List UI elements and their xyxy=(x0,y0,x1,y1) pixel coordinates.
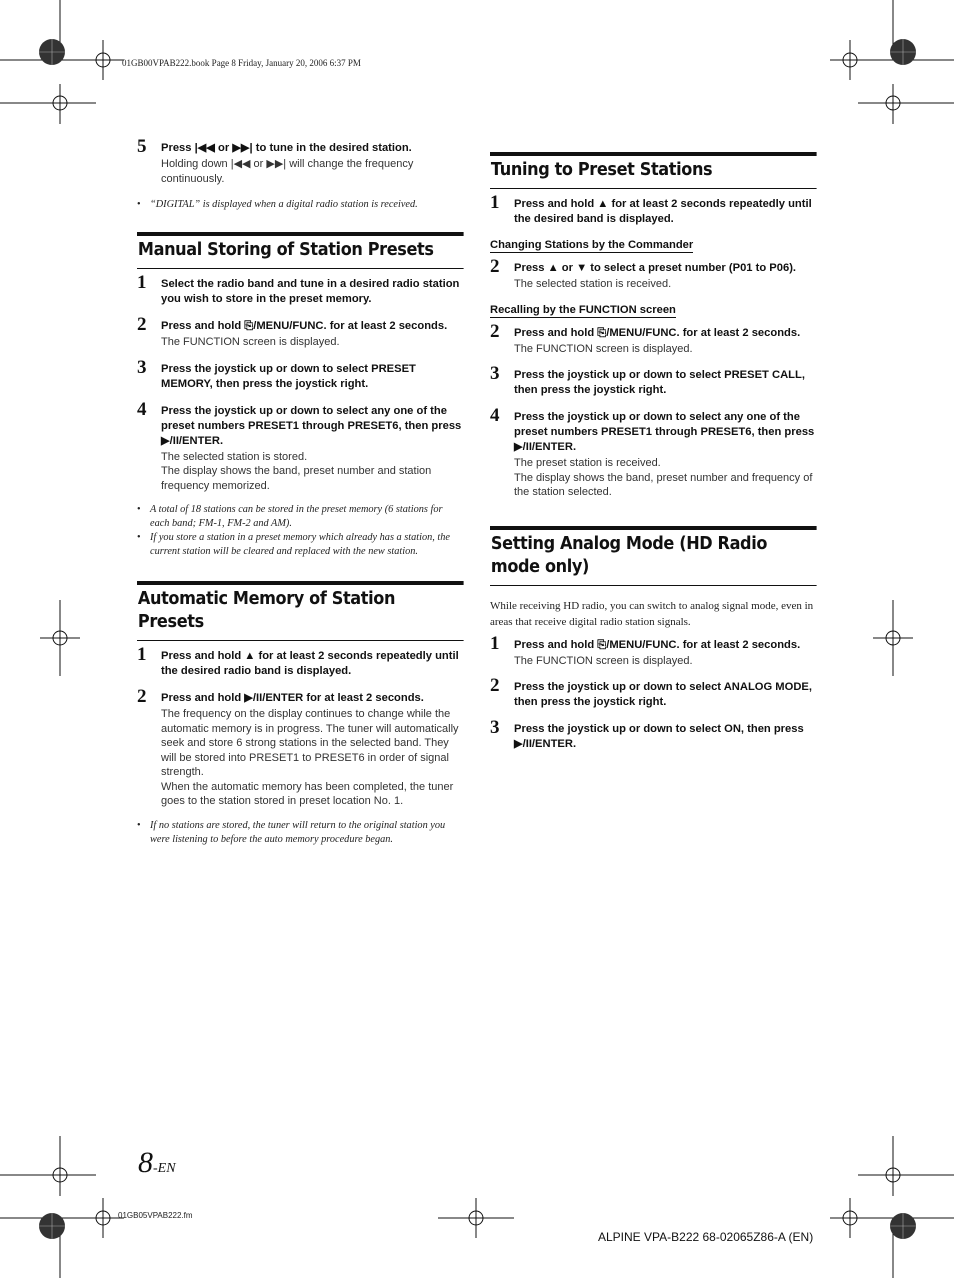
step-text: Press and hold ▶/II/ENTER for at least 2 seconds. xyxy=(161,692,424,704)
step-text: Press and hold ▲ for at least 2 seconds repeatedly until the desired band is displayed. xyxy=(514,198,812,225)
step-number: 1 xyxy=(490,192,500,213)
step xyxy=(490,256,816,292)
note-item xyxy=(137,503,463,531)
step-text: Press the joystick up or down to select any one of the preset numbers PRESET1 through PRESET6, then press ▶/II/ENTER. xyxy=(161,404,462,447)
section-title-tuning: Tuning to Preset Stations xyxy=(490,152,817,189)
step xyxy=(137,272,463,307)
note-text: If you store a station in a preset memory which already has a station, the current station will be cleared and replaced with the new station. xyxy=(150,532,451,557)
bullet: • xyxy=(137,199,141,210)
step-description: The selected station is received. xyxy=(514,278,672,290)
subhead-commander: Changing Stations by the Commander xyxy=(490,239,694,251)
step xyxy=(490,363,816,398)
section-title-analog: Setting Analog Mode (HD Radio mode only) xyxy=(490,526,817,586)
step xyxy=(490,675,816,710)
step-description: The selected station is stored. The display shows the band, preset number and station frequency memorized. xyxy=(161,450,432,492)
step-text: Press the joystick up or down to select PRESET CALL, then press the joystick right. xyxy=(514,369,805,396)
step-number: 2 xyxy=(490,320,500,342)
step-number: 2 xyxy=(490,675,500,696)
step-description: The FUNCTION screen is displayed. xyxy=(514,654,693,667)
step-number: 5 xyxy=(137,136,147,157)
footer-file-name: 01GB05VPAB222.fm xyxy=(118,1211,193,1220)
section-title-automatic: Automatic Memory of Station Presets xyxy=(137,581,464,641)
note-text: A total of 18 stations can be stored in the preset memory (6 stations for each band; FM-1, FM-2 and AM). xyxy=(150,504,443,529)
right-column xyxy=(490,141,816,752)
step-text: Press and hold ⎘/MENU/FUNC. for at least 2 seconds. xyxy=(514,638,801,651)
step xyxy=(137,644,463,679)
step-text: Press and hold ⎘/MENU/FUNC. for at least 2 seconds. xyxy=(161,320,448,332)
step xyxy=(137,398,463,494)
step-number: 4 xyxy=(490,405,500,426)
note-item xyxy=(137,531,463,559)
manual-section-heading-wrap xyxy=(137,232,464,269)
step xyxy=(490,632,816,669)
step-number: 1 xyxy=(137,644,147,665)
analog-intro: While receiving HD radio, you can switch to analog signal mode, even in areas that receive digital radio station signals. xyxy=(490,599,814,628)
page-number-digit: 8 xyxy=(138,1146,153,1179)
step xyxy=(137,314,463,350)
note-auto xyxy=(137,819,463,847)
book-info-line: 01GB00VPAB222.book Page 8 Friday, January 20, 2006 6:37 PM xyxy=(122,58,361,68)
step xyxy=(490,405,816,500)
function-steps xyxy=(490,320,816,500)
step-description: The FUNCTION screen is displayed. xyxy=(161,336,340,348)
step-text: Press and hold ⎘/MENU/FUNC. for at least 2 seconds. xyxy=(514,326,801,339)
step-description: The frequency on the display continues to change while the automatic memory is in progress. The tuner will automatically seek and store 6 strong stations in the selected band. They will be stored into PRESET1 to PRESET6 in order of signal strength. When the automatic memory has been completed, the tuner goes to the station stored in preset location No. 1. xyxy=(161,708,459,807)
note-text: If no stations are stored, the tuner will return to the original station you were listening to before the auto memory procedure began. xyxy=(150,819,446,845)
step-text: Press the joystick up or down to select ANALOG MODE, then press the joystick right. xyxy=(514,681,812,708)
step-number: 4 xyxy=(137,398,147,420)
tuning-section-heading-wrap xyxy=(490,152,817,189)
step-5 xyxy=(137,136,463,186)
bullet: • xyxy=(137,819,141,831)
step-number: 3 xyxy=(490,363,500,384)
note-digital xyxy=(137,198,463,212)
step-text: Press ▲ or ▼ to select a preset number (P01 to P06). xyxy=(514,262,797,274)
page-number-suffix: -EN xyxy=(153,1161,176,1176)
bullet: • xyxy=(137,504,141,515)
analog-steps xyxy=(490,632,816,753)
section-title-manual: Manual Storing of Station Presets xyxy=(137,232,464,269)
step xyxy=(137,686,463,809)
step-text: Press the joystick up or down to select ON, then press ▶/II/ENTER. xyxy=(514,723,804,750)
step-number: 1 xyxy=(490,632,500,654)
footer-model-line: ALPINE VPA-B222 68-02065Z86-A (EN) xyxy=(598,1230,814,1244)
step-number: 2 xyxy=(490,256,500,277)
commander-step xyxy=(490,256,816,292)
step-number: 2 xyxy=(137,314,147,335)
step-description: Holding down |◀◀ or ▶▶| will change the frequency continuously. xyxy=(161,158,414,185)
note-text: “DIGITAL” is displayed when a digital radio station is received. xyxy=(150,199,418,210)
step-text: Press the joystick up or down to select PRESET MEMORY, then press the joystick right. xyxy=(161,362,416,390)
step-number: 3 xyxy=(490,717,500,738)
step-number: 1 xyxy=(137,272,147,293)
step-description: The preset station is received. The display shows the band, preset number and frequency of the station selected. xyxy=(514,457,813,498)
automatic-steps xyxy=(137,644,463,809)
step xyxy=(490,717,816,752)
tuning-step-1 xyxy=(490,192,816,227)
manual-steps xyxy=(137,272,463,493)
left-column xyxy=(137,136,463,847)
manual-notes xyxy=(137,503,463,559)
step xyxy=(490,320,816,357)
step-number: 3 xyxy=(137,356,147,378)
step-text: Press and hold ▲ for at least 2 seconds repeatedly until the desired radio band is displayed. xyxy=(161,650,459,677)
bullet: • xyxy=(137,532,141,543)
step-description: The FUNCTION screen is displayed. xyxy=(514,342,693,355)
subhead-function: Recalling by the FUNCTION screen xyxy=(490,303,676,316)
step-number: 2 xyxy=(137,686,147,707)
step xyxy=(137,356,463,392)
step xyxy=(490,192,816,227)
step-text: Press |◀◀ or ▶▶| to tune in the desired station. xyxy=(161,142,412,154)
auto-section-heading-wrap xyxy=(137,581,464,641)
analog-section-heading-wrap xyxy=(490,526,817,586)
step-text: Select the radio band and tune in a desired radio station you wish to store in the preset memory. xyxy=(161,278,460,305)
step-text: Press the joystick up or down to select any one of the preset numbers PRESET1 through PRESET6, then press ▶/II/ENTER. xyxy=(514,411,815,453)
page-number xyxy=(138,1146,176,1180)
